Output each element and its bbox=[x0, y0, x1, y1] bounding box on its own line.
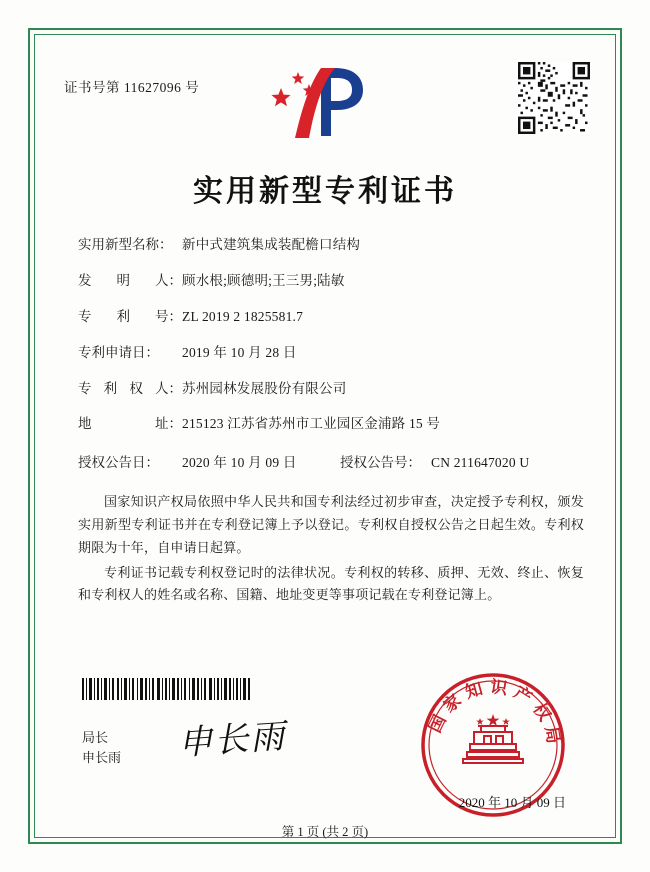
field-label bbox=[78, 380, 182, 399]
corner-ornament-top-left bbox=[28, 28, 43, 43]
field-label-part: 人： bbox=[155, 272, 182, 288]
field-label-part: 明 bbox=[116, 272, 130, 288]
handwritten-signature: 申长雨 bbox=[177, 718, 288, 763]
field-grant-number bbox=[340, 451, 529, 471]
cnipa-logo-icon bbox=[265, 60, 375, 144]
field-value: 2020 年 10 月 09 日 bbox=[182, 455, 297, 471]
field-value: 顾水根;顾德明;王三男;陆敏 bbox=[182, 272, 345, 288]
certificate-content bbox=[60, 56, 590, 607]
director-block bbox=[82, 728, 121, 767]
field-label-part: 专 bbox=[78, 308, 92, 324]
field-value: 215123 江苏省苏州市工业园区金浦路 15 号 bbox=[182, 416, 441, 432]
corner-ornament-top-right bbox=[607, 28, 622, 43]
certificate-fields bbox=[60, 236, 590, 471]
page-footer: 第 1 页 (共 2 页) bbox=[281, 825, 369, 839]
field-label-part: 专 bbox=[78, 380, 92, 396]
field-label-part: 利 bbox=[103, 380, 118, 396]
field-label-part: 址： bbox=[155, 416, 182, 432]
legal-paragraph-2: 专利证书记载专利权登记时的法律状况。专利权的转移、质押、无效、终止、恢复和专利权人的姓名或名称、国籍、地址变更等事项记载在专利登记簿上。 bbox=[78, 564, 584, 603]
field-label: 授权公告号： bbox=[340, 455, 421, 471]
field-label-part: 地 bbox=[78, 416, 92, 432]
qr-code-icon bbox=[518, 62, 590, 134]
field-label bbox=[78, 308, 182, 327]
field-value: ZL 2019 2 1825581.7 bbox=[182, 308, 304, 324]
field-label bbox=[78, 272, 182, 291]
field-value: 2019 年 10 月 28 日 bbox=[182, 344, 297, 360]
director-label: 局长 bbox=[82, 730, 109, 745]
field-label bbox=[78, 415, 182, 434]
field-value: 新中式建筑集成装配檐口结构 bbox=[182, 237, 361, 252]
field-label-part: 权 bbox=[129, 380, 143, 396]
field-label-part: 利 bbox=[116, 308, 130, 324]
field-label-part: 发 bbox=[78, 272, 92, 288]
field-patentee bbox=[78, 380, 584, 399]
field-invention-name bbox=[78, 236, 584, 255]
field-label: 实用新型名称： bbox=[78, 237, 173, 252]
field-inventors bbox=[78, 272, 584, 291]
page-title: 实用新型专利证书 bbox=[193, 175, 457, 208]
svg-text:国家知识产权局: 国家知识产权局 bbox=[425, 677, 564, 751]
field-grant-date bbox=[78, 451, 340, 471]
field-application-date bbox=[78, 344, 584, 363]
legal-paragraph-1: 国家知识产权局依照中华人民共和国专利法经过初步审查，决定授予专利权，颁发实用新型专利证书并在专利登记簿上予以登记。专利权自授权公告之日起生效。专利权期限为十年，自申请日起算。 bbox=[78, 494, 584, 555]
field-patent-number bbox=[78, 308, 584, 327]
field-label-part: 号： bbox=[155, 308, 182, 324]
director-name: 申长雨 bbox=[82, 749, 122, 765]
field-value: CN 211647020 U bbox=[431, 455, 530, 471]
field-grant-announcement bbox=[78, 451, 584, 471]
field-value: 苏州园林发展股份有限公司 bbox=[182, 380, 347, 396]
barcode-icon bbox=[82, 678, 250, 700]
field-label-part: 人： bbox=[154, 380, 182, 396]
field-address bbox=[78, 415, 584, 434]
certificate-number: 证书号第 11627096 号 bbox=[64, 80, 200, 95]
certificate-header bbox=[60, 56, 590, 156]
certificate-footer-area bbox=[60, 660, 590, 840]
field-label: 专利申请日： bbox=[78, 344, 159, 360]
field-label: 授权公告日： bbox=[78, 455, 159, 471]
seal-date: 2020 年 10 月 09 日 bbox=[458, 795, 566, 810]
